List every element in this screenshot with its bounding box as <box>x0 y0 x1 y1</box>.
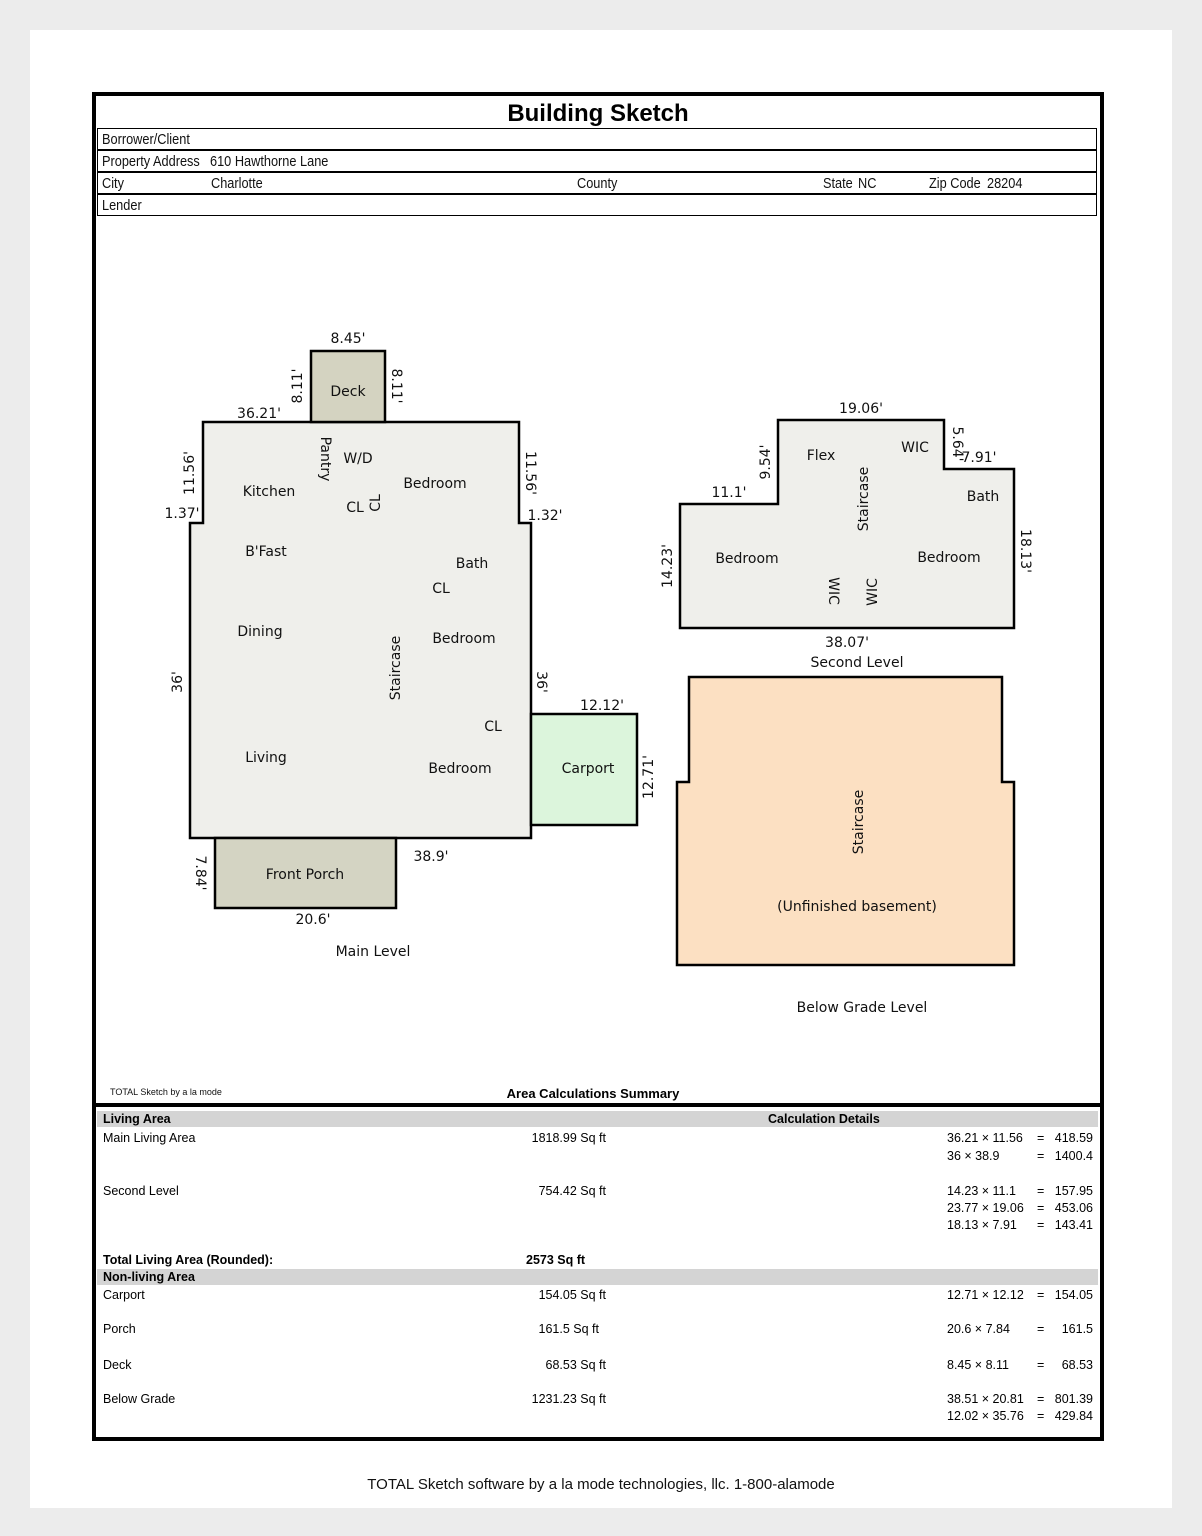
total-living-label: Total Living Area (Rounded): <box>103 1253 274 1267</box>
sketch-credit-small: TOTAL Sketch by a la mode <box>110 1087 222 1097</box>
calc-val: 429.84 <box>1054 1409 1093 1423</box>
nonliving-area-header: Non-living Area <box>103 1270 195 1284</box>
address-value: 610 Hawthorne Lane <box>210 153 329 170</box>
calc-expr: 36.21 × 11.56 <box>947 1131 1023 1145</box>
room-bedroom-left: Bedroom <box>715 551 779 567</box>
calc-eq: = <box>1037 1322 1045 1336</box>
row-area-below-grade: 1231.23 Sq ft <box>531 1392 606 1406</box>
row-area-carport: 154.05 Sq ft <box>538 1288 606 1302</box>
calc-eq: = <box>1037 1131 1045 1145</box>
borrower-label: Borrower/Client <box>102 131 190 148</box>
room-wic-b: WIC <box>865 578 881 606</box>
nonliving-area-band <box>97 1269 1098 1285</box>
row-area-second-level: 754.42 Sq ft <box>538 1184 606 1198</box>
row-name-porch: Porch <box>103 1322 136 1336</box>
page-title: Building Sketch <box>507 100 689 127</box>
calc-expr: 8.45 × 8.11 <box>947 1358 1009 1372</box>
calc-val: 418.59 <box>1054 1131 1093 1145</box>
state-value: NC <box>858 175 877 192</box>
dim-carport-top: 12.12' <box>580 698 624 714</box>
living-area-header: Living Area <box>103 1112 171 1126</box>
calc-expr: 36 × 38.9 <box>947 1149 1000 1163</box>
room-cl-2: CL <box>368 494 384 512</box>
calc-eq: = <box>1037 1409 1045 1423</box>
room-wic-a: WIC <box>825 577 841 605</box>
calc-val: 801.39 <box>1054 1392 1093 1406</box>
dim-deck-width: 8.45' <box>330 331 366 347</box>
dim-main-bottom: 38.9' <box>413 849 449 865</box>
second-level-caption: Second Level <box>810 655 904 671</box>
summary-divider <box>95 1103 1101 1107</box>
dim-second-step-h: 7.91' <box>961 450 997 466</box>
room-flex: Flex <box>806 448 836 464</box>
dim-main-left: 36' <box>170 671 186 693</box>
room-bedroom-right: Bedroom <box>917 550 981 566</box>
room-carport: Carport <box>561 761 615 777</box>
lender-label: Lender <box>102 197 142 214</box>
row-area-deck: 68.53 Sq ft <box>545 1358 606 1372</box>
state-label: State <box>823 175 853 192</box>
dim-second-right: 18.13' <box>1017 529 1033 573</box>
basement-outline <box>677 677 1014 965</box>
dim-porch-bottom: 20.6' <box>295 912 331 928</box>
room-front-porch: Front Porch <box>265 867 345 883</box>
calc-val: 143.41 <box>1054 1218 1093 1232</box>
footer-credit: TOTAL Sketch software by a la mode technologies, llc. 1-800-alamode <box>367 1476 835 1493</box>
living-area-band <box>97 1111 1098 1127</box>
summary-title: Area Calculations Summary <box>506 1086 680 1101</box>
room-cl-1: CL <box>346 500 364 516</box>
room-staircase: Staircase <box>388 635 404 701</box>
calc-expr: 20.6 × 7.84 <box>947 1322 1010 1336</box>
calc-val: 161.5 <box>1061 1322 1093 1336</box>
room-bath-2: Bath <box>966 489 1000 505</box>
row-name-carport: Carport <box>103 1288 145 1302</box>
dim-main-right-upper: 11.56' <box>522 451 538 495</box>
row-area-main-living: 1818.99 Sq ft <box>531 1131 606 1145</box>
dim-second-bottom: 38.07' <box>825 635 869 651</box>
row-name-below-grade: Below Grade <box>103 1392 176 1406</box>
calc-eq: = <box>1037 1392 1045 1406</box>
calc-expr: 12.02 × 35.76 <box>947 1409 1024 1423</box>
dim-deck-left: 8.11' <box>290 368 306 404</box>
room-cl-3: CL <box>432 581 450 597</box>
row-name-second-level: Second Level <box>103 1184 179 1198</box>
calc-val: 154.05 <box>1054 1288 1093 1302</box>
row-area-porch: 161.5 Sq ft <box>538 1322 599 1336</box>
dim-main-top: 36.21' <box>237 406 281 422</box>
dim-porch-left: 7.84' <box>192 855 208 891</box>
calc-val: 68.53 <box>1061 1358 1093 1372</box>
total-living-value: 2573 Sq ft <box>526 1253 586 1267</box>
row-name-main-living: Main Living Area <box>103 1131 196 1145</box>
calc-val: 1400.4 <box>1054 1149 1093 1163</box>
basement-note: (Unfinished basement) <box>777 899 937 915</box>
room-kitchen: Kitchen <box>242 484 296 500</box>
room-bedroom-1: Bedroom <box>403 476 467 492</box>
room-bedroom-3: Bedroom <box>428 761 492 777</box>
calc-eq: = <box>1037 1288 1045 1302</box>
dim-second-left: 14.23' <box>660 544 676 588</box>
calc-expr: 23.77 × 19.06 <box>947 1201 1024 1215</box>
city-label: City <box>102 175 124 192</box>
calc-expr: 18.13 × 7.91 <box>947 1218 1017 1232</box>
room-bedroom-2: Bedroom <box>432 631 496 647</box>
calc-eq: = <box>1037 1201 1045 1215</box>
zip-label: Zip Code <box>929 175 981 192</box>
address-label: Property Address <box>102 153 200 170</box>
room-dining: Dining <box>237 624 283 640</box>
room-wic-top: WIC <box>901 440 929 456</box>
dim-main-right: 36' <box>533 671 549 693</box>
calc-eq: = <box>1037 1218 1045 1232</box>
room-bfast: B'Fast <box>245 544 287 560</box>
dim-main-left-upper: 11.56' <box>182 451 198 495</box>
dim-main-left-step: 1.37' <box>164 506 200 522</box>
calc-expr: 14.23 × 11.1 <box>947 1184 1016 1198</box>
city-value: Charlotte <box>211 175 263 192</box>
dim-second-top: 19.06' <box>839 401 883 417</box>
room-wd: W/D <box>343 451 373 467</box>
calc-details-header: Calculation Details <box>768 1112 880 1126</box>
dim-deck-right: 8.11' <box>388 368 404 404</box>
calc-eq: = <box>1037 1149 1045 1163</box>
main-level-caption: Main Level <box>335 944 411 960</box>
calc-eq: = <box>1037 1358 1045 1372</box>
calc-val: 157.95 <box>1054 1184 1093 1198</box>
county-label: County <box>577 175 618 192</box>
room-staircase-2: Staircase <box>856 466 872 532</box>
dim-second-upper-left: 9.54' <box>758 444 774 480</box>
below-grade-caption: Below Grade Level <box>796 1000 928 1016</box>
calc-eq: = <box>1037 1184 1045 1198</box>
row-name-deck: Deck <box>103 1358 132 1372</box>
calc-expr: 12.71 × 12.12 <box>947 1288 1024 1302</box>
calc-expr: 38.51 × 20.81 <box>947 1392 1024 1406</box>
room-pantry: Pantry <box>317 436 333 482</box>
dim-carport-right: 12.71' <box>641 755 657 799</box>
room-cl-4: CL <box>484 719 502 735</box>
dim-second-step-left: 11.1' <box>711 485 747 501</box>
room-deck: Deck <box>330 384 366 400</box>
room-bath: Bath <box>455 556 489 572</box>
zip-value: 28204 <box>987 175 1023 192</box>
dim-second-step-v: 5.64' <box>949 426 965 462</box>
dim-main-right-step: 1.32' <box>527 508 563 524</box>
room-living: Living <box>245 750 287 766</box>
room-staircase-basement: Staircase <box>851 789 867 855</box>
calc-val: 453.06 <box>1054 1201 1093 1215</box>
